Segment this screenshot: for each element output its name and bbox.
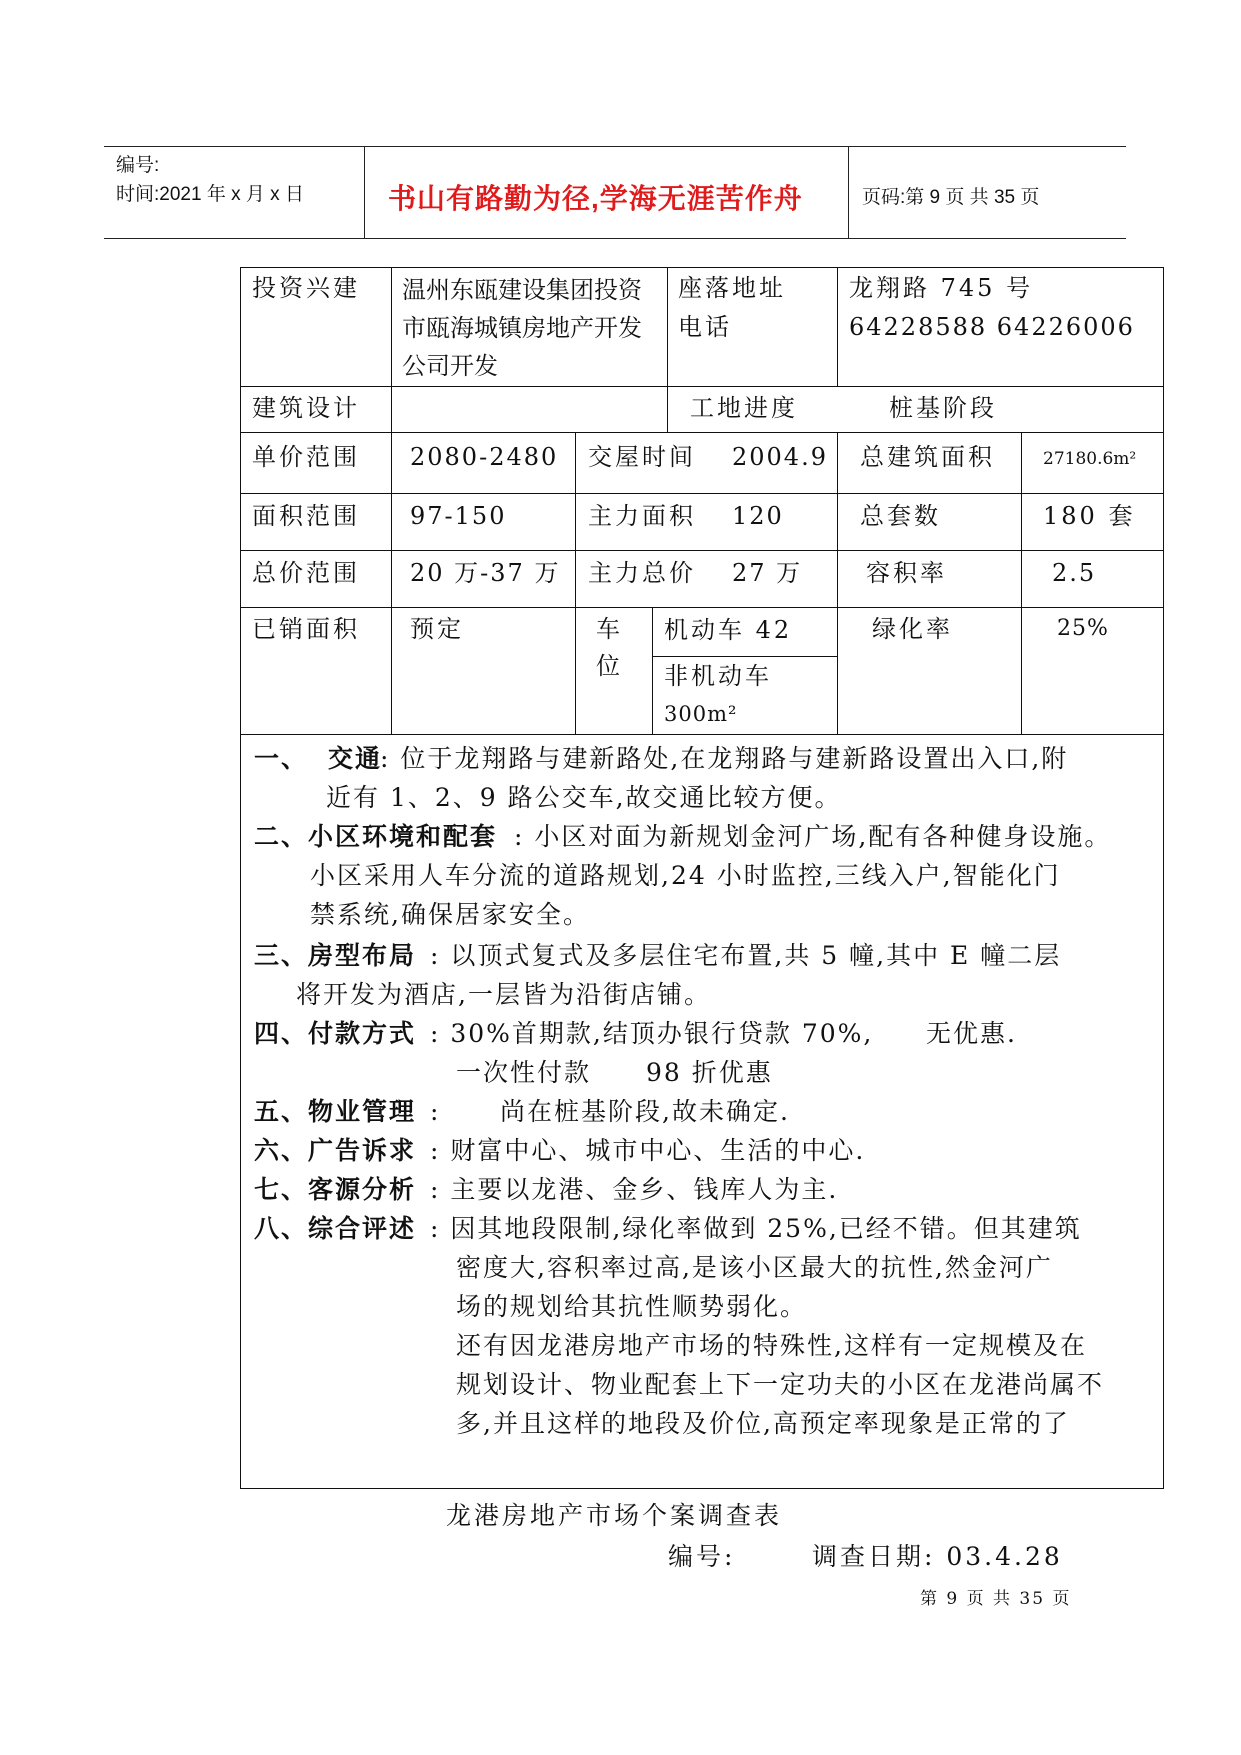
header-divider-right: [848, 146, 849, 238]
main-price-label: 主力总价: [588, 559, 696, 587]
table-col-line: [837, 432, 838, 734]
sold-label: 已销面积: [252, 615, 360, 643]
header-number-label: 编号:: [116, 155, 160, 176]
area-range-value: 97-150: [410, 502, 507, 530]
section-4-line-1: : 30%首期款,结顶办银行贷款 70%,: [430, 1019, 874, 1048]
progress-label: 工地进度: [690, 394, 798, 422]
header-bottom-rule: [104, 238, 1126, 239]
main-price-value: 27 万: [732, 559, 803, 587]
section-6-title: 六、广告诉求: [254, 1136, 417, 1165]
section-4-title: 四、付款方式: [254, 1019, 417, 1048]
table-row-line: [240, 432, 1164, 433]
plot-ratio-label: 容积率: [866, 559, 947, 587]
price-range-value: 20 万-37 万: [410, 559, 561, 587]
motor-parking: 机动车 42: [664, 616, 793, 644]
parking-label-2: 位: [596, 652, 623, 680]
total-area-label: 总建筑面积: [860, 443, 995, 471]
section-1-title: 交通: [328, 744, 383, 773]
location-label: 座落地址: [678, 274, 786, 302]
header-page-code: 页码:第 9 页 共 35 页: [862, 187, 1040, 208]
table-row-line: [240, 493, 1164, 494]
green-value: 25%: [1057, 616, 1109, 641]
section-8-line-4: 还有因龙港房地产市场的特殊性,这样有一定规模及在: [456, 1331, 1087, 1360]
footer-survey-date: 调查日期: 03.4.28: [812, 1542, 1063, 1571]
main-area-value: 120: [732, 502, 784, 530]
plot-ratio-value: 2.5: [1052, 559, 1097, 587]
parking-label-1: 车: [596, 615, 623, 643]
section-3-title: 三、房型布局: [254, 941, 417, 970]
section-1-head: 一、: [254, 744, 309, 773]
address-value: 龙翔路 745 号: [849, 274, 1034, 302]
table-border-top: [240, 267, 1164, 268]
section-7-line-1: : 主要以龙港、金乡、钱库人为主.: [430, 1175, 839, 1204]
table-border-right: [1163, 267, 1164, 1489]
section-8-line-2: 密度大,容积率过高,是该小区最大的抗性,然金河广: [456, 1253, 1053, 1282]
price-range-label: 总价范围: [252, 559, 360, 587]
delivery-label: 交屋时间: [588, 443, 696, 471]
section-1-line-1: : 位于龙翔路与建新路处,在龙翔路与建新路设置出入口,附: [380, 744, 1069, 773]
section-5-title: 五、物业管理: [254, 1097, 417, 1126]
invest-line-3: 公司开发: [402, 353, 498, 380]
table-col-line: [1021, 432, 1022, 734]
section-8-line-6: 多,并且这样的地段及价位,高预定率现象是正常的了: [456, 1409, 1070, 1438]
section-2-title: 二、小区环境和配套: [254, 822, 498, 851]
section-5-line-1b: 尚在桩基阶段,故未确定.: [500, 1097, 790, 1126]
section-8-line-3: 场的规划给其抗性顺势弱化。: [456, 1292, 808, 1321]
table-col-line: [652, 607, 653, 734]
section-1-line-2: 近有 1、2、9 路公交车,故交通比较方便。: [326, 783, 842, 812]
total-area-value: 27180.6m²: [1043, 449, 1137, 469]
invest-line-1: 温州东瓯建设集团投资: [402, 277, 642, 304]
unit-price-value: 2080-2480: [410, 443, 559, 471]
section-4-line-2b: 98 折优惠: [646, 1058, 773, 1087]
section-4-line-2: 一次性付款: [456, 1058, 592, 1087]
nonmotor-parking-1: 非机动车: [664, 662, 772, 690]
section-8-line-1: : 因其地段限制,绿化率做到 25%,已经不错。但其建筑: [430, 1214, 1082, 1243]
invest-line-2: 市瓯海城镇房地产开发: [402, 315, 642, 342]
invest-label: 投资兴建: [252, 274, 360, 302]
area-range-label: 面积范围: [252, 502, 360, 530]
section-2-line-3: 禁系统,确保居家安全。: [310, 900, 590, 929]
section-8-title: 八、综合评述: [254, 1214, 417, 1243]
sold-value: 预定: [410, 615, 464, 643]
table-row-line: [240, 550, 1164, 551]
table-border-bottom: [240, 1488, 1164, 1489]
table-border-left: [240, 267, 241, 1489]
table-row-line: [240, 386, 1164, 387]
table-col-line: [837, 267, 838, 386]
section-3-line-1: : 以顶式复式及多层住宅布置,共 5 幢,其中 E 幢二层: [430, 941, 1062, 970]
table-row-line: [240, 607, 1164, 608]
green-label: 绿化率: [872, 615, 953, 643]
header-top-rule: [104, 146, 1126, 147]
footer-number-label: 编号:: [668, 1542, 736, 1571]
section-2-line-1: : 小区对面为新规划金河广场,配有各种健身设施。: [514, 822, 1112, 851]
section-8-line-5: 规划设计、物业配套上下一定功夫的小区在龙港尚属不: [456, 1370, 1105, 1399]
phone-label: 电话: [678, 313, 732, 341]
footer-page-number: 第 9 页 共 35 页: [920, 1589, 1072, 1609]
table-col-line: [575, 432, 576, 734]
total-units-value: 180 套: [1043, 502, 1136, 530]
header-time-label: 时间:2021 年 x 月 x 日: [116, 184, 304, 205]
section-2-line-2: 小区采用人车分流的道路规划,24 小时监控,三线入户,智能化门: [310, 861, 1061, 890]
progress-value: 桩基阶段: [889, 394, 997, 422]
total-units-label: 总套数: [860, 502, 941, 530]
section-3-line-2: 将开发为酒店,一层皆为沿街店铺。: [296, 980, 711, 1009]
section-4-line-1b: 无优惠.: [926, 1019, 1017, 1048]
footer-title: 龙港房地产市场个案调查表: [446, 1501, 783, 1530]
unit-price-label: 单价范围: [252, 443, 360, 471]
header-motto: 书山有路勤为径,学海无涯苦作舟: [388, 183, 803, 214]
table-col-line: [667, 267, 668, 432]
table-row-line: [652, 656, 837, 657]
section-6-line-1: : 财富中心、城市中心、生活的中心.: [430, 1136, 866, 1165]
main-area-label: 主力面积: [588, 502, 696, 530]
delivery-value: 2004.9: [732, 443, 828, 471]
design-label: 建筑设计: [252, 394, 360, 422]
table-row-line: [240, 734, 1164, 735]
table-col-line: [391, 267, 392, 734]
section-5-line-1: :: [430, 1097, 441, 1126]
section-7-title: 七、客源分析: [254, 1175, 417, 1204]
phone-value: 64228588 64226006: [849, 313, 1135, 341]
nonmotor-parking-2: 300m²: [664, 702, 738, 726]
header-divider-left: [364, 146, 365, 238]
